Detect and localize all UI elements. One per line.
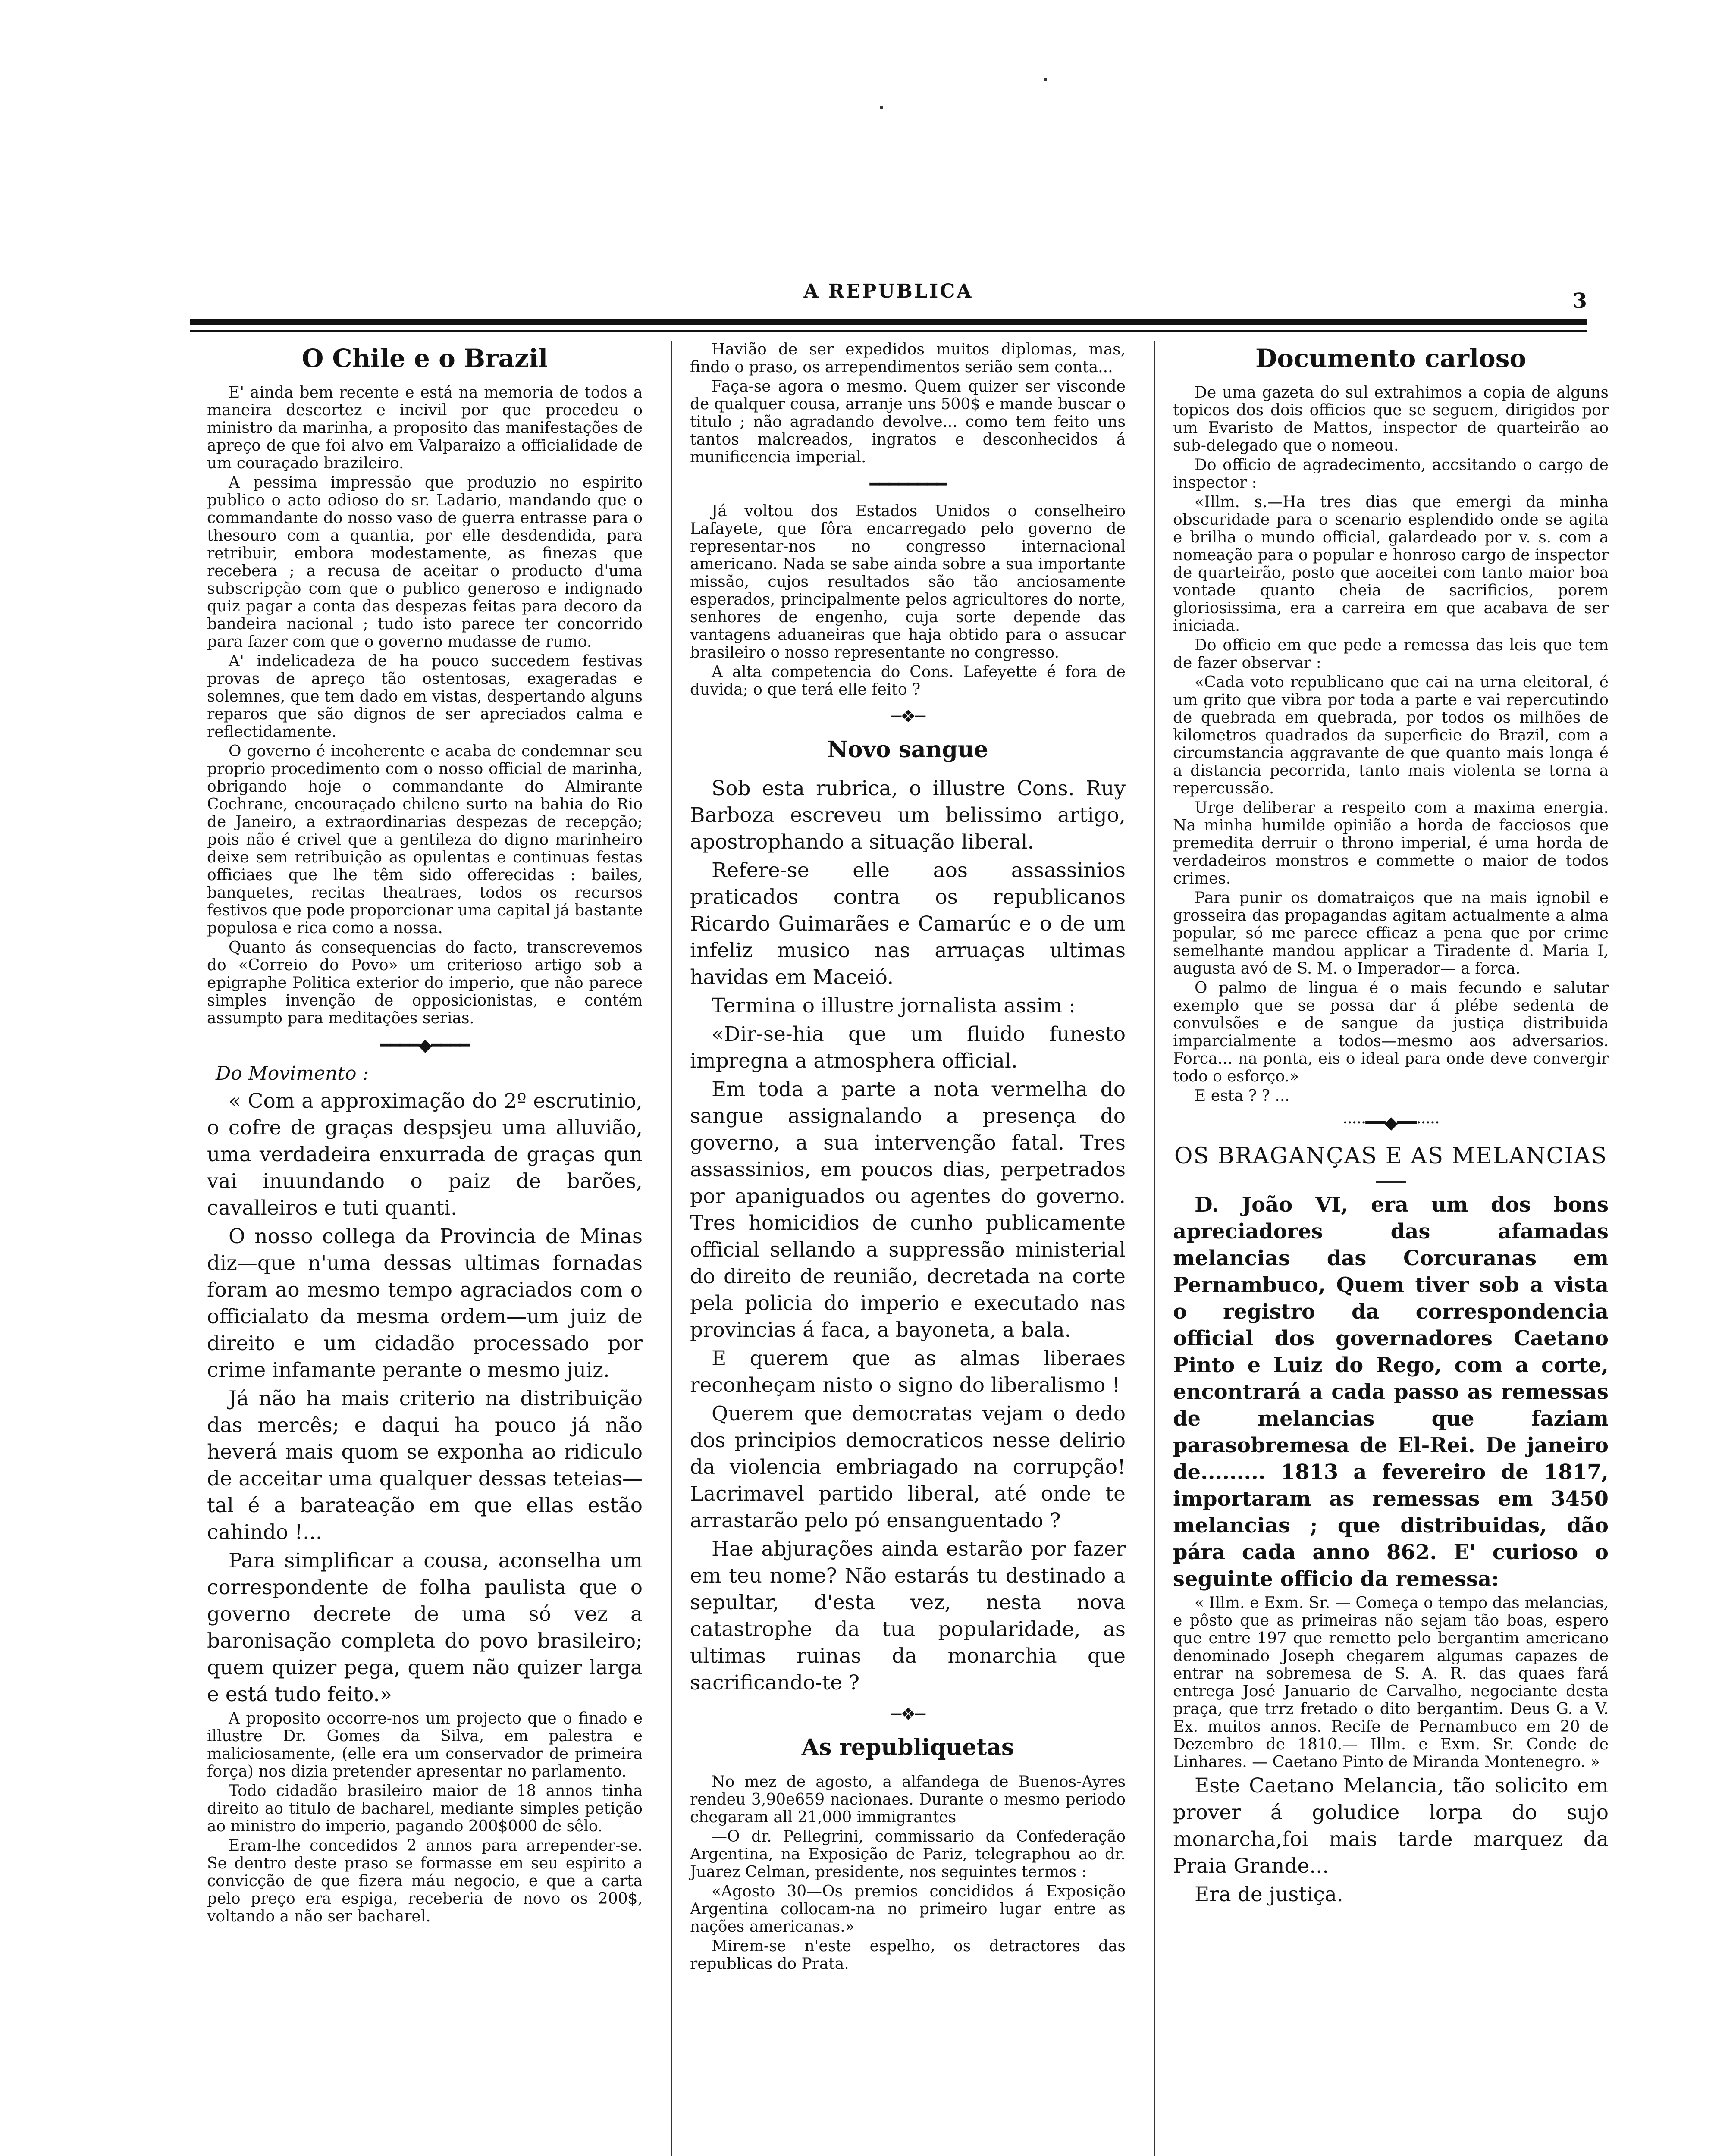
column-2	[690, 341, 1126, 1975]
paragraph: Eram-lhe concedidos 2 annos para arrepender-se. Se dentro deste praso se formasse em seu espirito a convicção de que fizera máu negocio, e que a carta pelo preço era espiga, receberia de novo os 200$, voltando a não ser bacharel.	[207, 1837, 643, 1925]
paragraph: Faça-se agora o mesmo. Quem quizer ser visconde de qualquer cousa, arranje uns 500$ e mande buscar o titulo ; não agradando devolve... como tem feito uns tantos malcreados, ingratos e desconhecidos á munificencia imperial.	[690, 378, 1126, 466]
short-rule	[1376, 1181, 1406, 1183]
paragraph: Este Caetano Melancia, tão solicito em prover á goludice lorpa do sujo monarcha,foi mais tarde marquez da Praia Grande...	[1173, 1774, 1609, 1878]
paragraph: «Dir-se-hia que um fluido funesto impregna a atmosphera official.	[690, 1022, 1126, 1073]
paragraph: De uma gazeta do sul extrahimos a copia de alguns topicos dos dois officios que se seguem, dirigidos por um Evaristo de Mattos, inspector de quarteirão ao sub-delegado que o nomeou.	[1173, 384, 1609, 454]
header-rule	[190, 319, 1587, 325]
separator-ornament: ─❖─	[891, 1705, 925, 1724]
headline: OS BRAGANÇAS E AS MELANCIAS	[1174, 1143, 1608, 1169]
paragraph: A pessima impressão que produzio no espirito publico o acto odioso do sr. Ladario, mandando que o commandante do nosso vaso de guerra entrasse para o thesouro com a quantia, por elle desdendida, para retribuir, embora modestamente, as finezas que recebera ; a recusa de aceitar o producto d'uma subscripção com que o publico generoso e indignado quiz pagar a conta das despezas feitas para decoro da bandeira nacional ; tudo isto parece ter concorrido para fazer com que o governo mudasse de rumo.	[207, 474, 643, 651]
paragraph: Em toda a parte a nota vermelha do sangue assignalando a presença do governo, a sua intervenção fatal. Tres assassinios, em poucos dias, perpetrados por apaniguados ou agentes do governo. Tres homicidios de cunho publicamente official sellando a suppressão ministerial do direito de reunião, decretada na corte pela policia do imperio e executado nas provincias á faca, a bayoneta, a bala.	[690, 1078, 1126, 1342]
paragraph: D. João VI, era um dos bons apreciadores das afamadas melancias das Corcuranas em Pernambuco, Quem tiver sob a vista o registro da correspondencia official dos governadores Caetano Pinto e Luiz do Rego, com a corte, encontrará a cada passo as remessas de melancias que faziam parasobremesa de El-Rei. De janeiro de......... 1813 a fevereiro de 1817, importaram as remessas em 3450 melancias ; que distribuidas, dão pára cada anno 862. E' curioso o seguinte officio da remessa:	[1173, 1193, 1609, 1591]
paragraph: Para simplificar a cousa, aconselha um correspondente de folha paulista que o governo decrete de uma só vez a baronisação completa do povo brasileiro; quem quizer pega, quem não quizer larga e está tudo feito.»	[207, 1549, 643, 1706]
article-continuation	[690, 341, 1126, 466]
paragraph: « Com a approximação do 2º escrutinio, o cofre de graças despsjeu uma alluvião, uma verdadeira enxurrada de graças qun vai inuundando o paiz de barões, cavalleiros e tuti quanti.	[207, 1089, 643, 1220]
paragraph: Hae abjurações ainda estarão por fazer em teu nome? Não estarás tu destinado a sepultar, d'esta vez, nesta nova catastrophe da tua popularidade, as ultimas ruinas da monarchia que sacrificando-te ?	[690, 1537, 1126, 1695]
article-documento-carloso	[1173, 343, 1609, 1105]
paragraph: Refere-se elle aos assassinios praticados contra os republicanos Ricardo Guimarães e Camarúc e o de um infeliz musico nas arruaças ultimas havidas em Maceió.	[690, 859, 1126, 989]
paragraph: —O dr. Pellegrini, commissario da Confederação Argentina, na Exposição de Pariz, telegraphou ao dr. Juarez Celman, presidente, nos seguintes termos :	[690, 1828, 1126, 1881]
ink-speck	[880, 106, 883, 109]
paragraph: Querem que democratas vejam o dedo dos principios democraticos nesse delirio da violencia embriagado na corrupção! Lacrimavel partido liberal, até onde te arrastarão pelo pó ensanguentado ?	[690, 1402, 1126, 1532]
paragraph: No mez de agosto, a alfandega de Buenos-Ayres rendeu 3,90e659 nacionaes. Durante o mesmo periodo chegaram all 21,000 immigrantes	[690, 1773, 1126, 1826]
paragraph: O palmo de lingua é o mais fecundo e salutar exemplo que se possa dar á plébe sedenta de convulsões e de sangue da justiça distribuida imparcialmente a todos—mesmo aos adversarios. Forca... na ponta, eis o ideal para onde deve convergir todo o esforço.»	[1173, 979, 1609, 1085]
paragraph: Do officio de agradecimento, accsitando o cargo de inspector :	[1173, 456, 1609, 492]
paragraph: Havião de ser expedidos muitos diplomas, mas, findo o praso, os arrependimentos serião sem conta...	[690, 341, 1126, 376]
page-header	[190, 280, 1587, 319]
separator-ornament: ━━━━◆━━━━	[380, 1035, 469, 1055]
article-chile-brazil	[207, 343, 643, 1027]
paragraph: «Agosto 30—Os premios concididos á Exposição Argentina collocam-na no primeiro lugar entre as nações americanas.»	[690, 1883, 1126, 1936]
column-divider	[671, 341, 672, 2156]
column-divider	[1154, 341, 1155, 2156]
paragraph: Sob esta rubrica, o illustre Cons. Ruy Barboza escreveu um belissimo artigo, apostrophando a situação liberal.	[690, 777, 1126, 854]
paragraph: «Illm. s.—Ha tres dias que emergi da minha obscuridade para o scenario esplendido onde se agita e brilha o mundo official, galardeado por v. s. com a nomeação para o popular e honroso cargo de inspector de quarteirão, posto que aoceitei com tanto maior boa vontade quanto cheia de sacrificios, porem gloriosissima, era a carreira em que acabava de ser iniciada.	[1173, 493, 1609, 635]
paragraph: A alta competencia do Cons. Lafeyette é fora de duvida; o que terá elle feito ?	[690, 663, 1126, 699]
article-bragancas	[1173, 1141, 1609, 1908]
paragraph: A proposito occorre-nos um projecto que o finado e illustre Dr. Gomes da Silva, em palestra e maliciosamente, (elle era um conservador de primeira força) nos dizia pretender apresentar no parlamento.	[207, 1710, 643, 1780]
article-movimento	[207, 1063, 643, 1925]
article-republiquetas	[690, 1733, 1126, 1973]
paragraph: Quanto ás consequencias do facto, transcrevemos do «Correio do Povo» um criterioso artigo sob a epigraphe Politica exterior do imperio, que não parece simples invenção de opposicionistas, e contém assumpto para meditações serias.	[207, 939, 643, 1027]
page-number: 3	[1572, 289, 1587, 313]
headline: Documento carloso	[1255, 344, 1527, 373]
paragraph: Do officio em que pede a remessa das leis que tem de fazer observar :	[1173, 636, 1609, 672]
paragraph: A' indelicadeza de ha pouco succedem festivas provas de apreço tão ostentosas, exageradas e solemnes, que tem dado em vistas, despertando alguns reparos que são dignos de ser apreciados calma e reflectidamente.	[207, 652, 643, 741]
article-novo-sangue	[690, 735, 1126, 1696]
paragraph: E' ainda bem recente e está na memoria de todos a maneira descortez e incivil por que procedeu o ministro da marinha, a proposito das manifestações de apreço de que foi alvo em Valparaizo a officialidade de um couraçado brazileiro.	[207, 384, 643, 472]
column-3	[1173, 341, 1609, 1911]
paragraph: E querem que as almas liberaes reconheçam nisto o signo do liberalismo !	[690, 1347, 1126, 1397]
masthead: A REPUBLICA	[803, 280, 973, 302]
column-1	[207, 341, 643, 1928]
headline: As republiquetas	[801, 1734, 1014, 1761]
section-lead: Do Movimento :	[216, 1062, 369, 1084]
paragraph: E esta ? ? ...	[1195, 1087, 1290, 1105]
paragraph: Era de justiça.	[1195, 1883, 1343, 1906]
paragraph: O governo é incoherente e acaba de condemnar seu proprio procedimento com o nosso official de marinha, obrigando hoje o commandante do Almirante Cochrane, encouraçado chileno surto na bahia do Rio de Janeiro, a extraordinarias despezas de recepção; pois não é crivel que a gentileza do digno marinheiro deixe sem retribuição as opulentas e continuas festas officiaes que lhe têm sido offerecidas : bailes, banquetes, recitas theatraes, todos os recursos festivos que pode proporcionar uma capital já bastante populosa e rica como a nossa.	[207, 743, 643, 937]
paragraph: Mirem-se n'este espelho, os detractores das republicas do Prata.	[690, 1937, 1126, 1973]
headline: O Chile e o Brazil	[301, 344, 548, 373]
paragraph: Para punir os domatraiços que na mais ignobil e grosseira das propagandas agitam actualmente a alma popular, só me parece efficaz a pena que por crime semelhante mandou applicar a Tiradente d. Maria I, augusta avó de S. M. o Imperador— a forca.	[1173, 889, 1609, 978]
paragraph: Já não ha mais criterio na distribuição das mercês; e daqui ha pouco já não heverá mais quom se exponha ao ridiculo de acceitar uma qualquer dessas teteias—tal é a barateação em que ellas estão cahindo !...	[207, 1387, 643, 1544]
quoted-letter: « Illm. e Exm. Sr. — Começa o tempo das melancias, e pôsto que as primeiras não sejam tão boas, espero que entre 197 que remetto pelo bergantim americano denominado Joseph chegarem algumas capazes de entrar na sobremesa de S. A. R. das quaes fará entrega José Januario de Carvalho, negociante desta praça, que trrz fretado o dito bergantim. Deus G. a V. Ex. muitos annos. Recife de Pernambuco em 20 de Dezembro de 1810.— Illm. e Exm. Sr. Conde de Linhares. — Caetano Pinto de Miranda Montenegro. »	[1173, 1594, 1609, 1771]
separator-ornament: ─❖─	[891, 707, 925, 727]
paragraph: Termina o illustre jornalista assim :	[712, 994, 1076, 1018]
paragraph: O nosso collega da Provincia de Minas diz—que n'uma dessas ultimas fornadas foram ao mesmo tempo agraciados com o officialato da mesma ordem—um juiz de direito e um cidadão processado por crime infamante perante o mesmo juiz.	[207, 1225, 643, 1382]
separator-ornament: ━━━━━━━━	[869, 474, 946, 494]
article-lafayette	[690, 502, 1126, 699]
paragraph: Já voltou dos Estados Unidos o conselheiro Lafayete, que fôra encarregado pelo governo de representar-nos no congresso internacional americano. Nada se sabe ainda sobre a sua importante missão, cujos resultados são tão anciosamente esperados, principalmente pelos agricultores do norte, senhores de engenho, cuja sorte depende das vantagens aduaneiras que haja obtido para o assucar brasileiro o nosso representante no congresso.	[690, 502, 1126, 661]
header-rule-thin	[190, 330, 1587, 332]
separator-ornament: ·····━━◆━━·····	[1342, 1113, 1440, 1133]
ink-speck	[1044, 78, 1047, 81]
headline: Novo sangue	[827, 736, 988, 763]
paragraph: «Cada voto republicano que cai na urna eleitoral, é um grito que vibra por toda a parte e vai repercutindo de quebrada em quebrada, por todos os milhões de kilometros quadrados da superficie do Brazil, com a circumstancia aggravante de que quanto mais longa é a distancia pecorrida, tanto mais violenta se torna a repercussão.	[1173, 674, 1609, 797]
paragraph: Urge deliberar a respeito com a maxima energia. Na minha humilde opinião a horda de facciosos que premedita derruir o throno imperial, é uma horda de verdadeiros monstros e commette o maior de todos crimes.	[1173, 799, 1609, 887]
paragraph: Todo cidadão brasileiro maior de 18 annos tinha direito ao titulo de bacharel, mediante simples petição ao ministro do imperio, pagando 200$000 de sêlo.	[207, 1782, 643, 1835]
